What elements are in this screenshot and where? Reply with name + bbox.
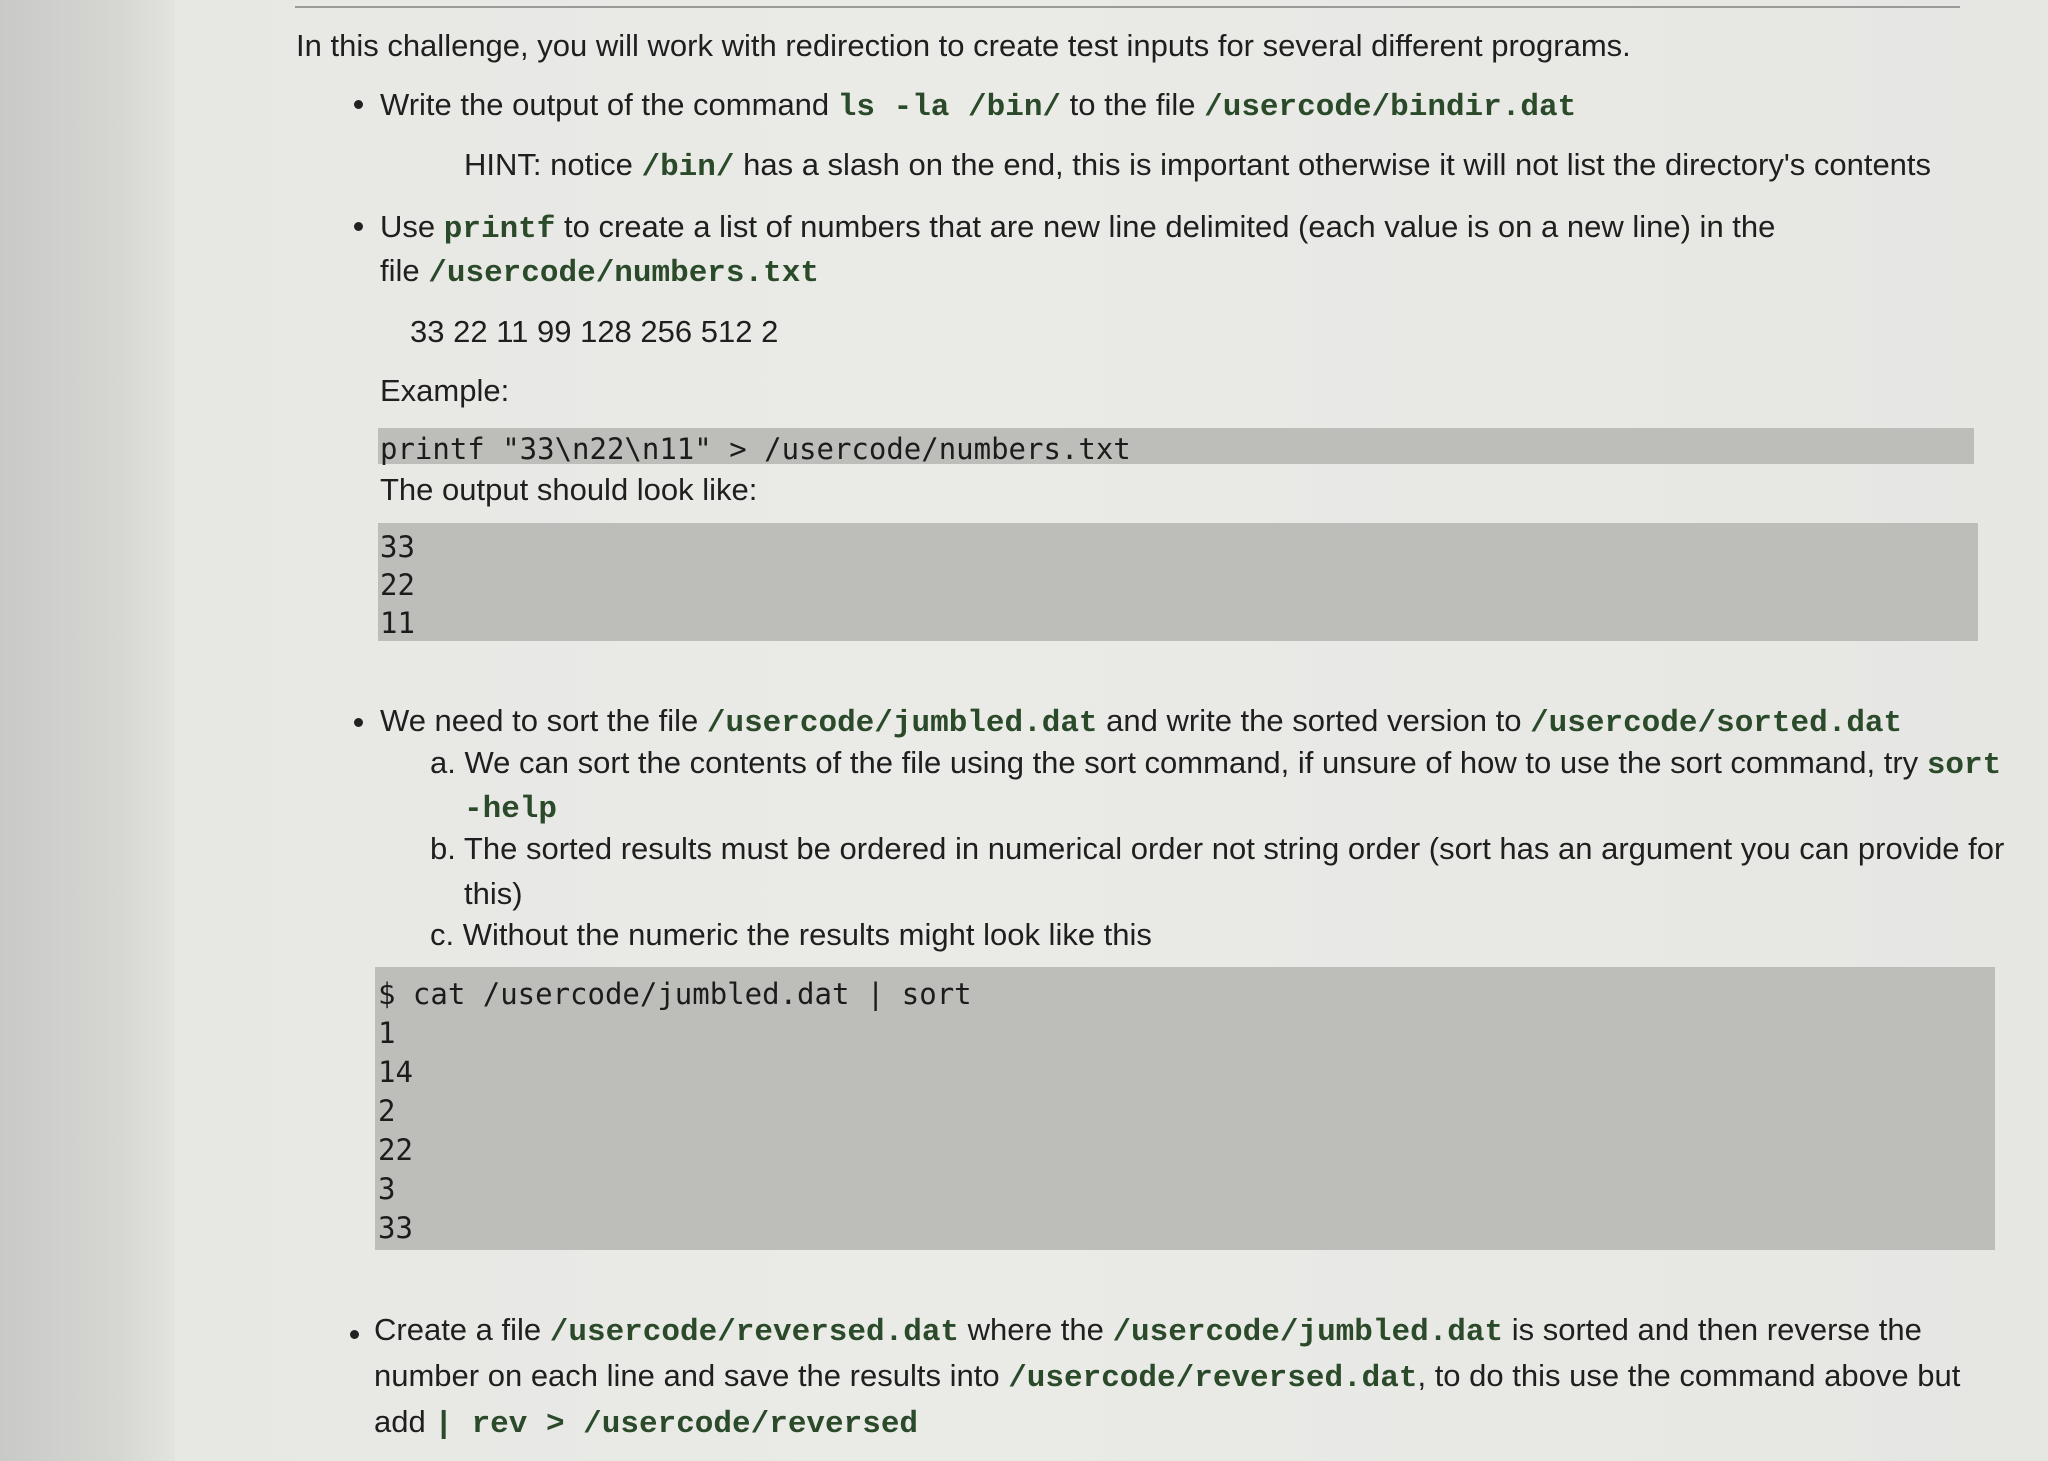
item-b [430,830,2004,868]
bullet-4-mid: where the [967,1312,1104,1347]
bullet-4-file-reversed-2: /usercode/reversed.dat [1008,1361,1418,1396]
bullet-4-pre: Create a file [374,1312,542,1347]
item-a-code-sort: sort [1926,748,2002,783]
item-c-marker: c. [430,917,455,952]
bullet-1-text [380,86,1576,127]
bullet-3-file-sorted: /usercode/sorted.dat [1530,706,1903,741]
bullet-4-line2-post: , to do this use the command above but [1417,1358,1961,1393]
bullet-3-file-jumbled: /usercode/jumbled.dat [706,706,1098,741]
bullet-4-file-jumbled: /usercode/jumbled.dat [1112,1315,1504,1350]
bullet-2-marker [354,222,363,231]
example-code: printf "33\n22\n11" > /usercode/numbers.txt [380,432,1131,466]
output-line-2: 22 [380,568,415,602]
bullet-1-file: /usercode/bindir.dat [1204,90,1577,125]
terminal-line-1: 1 [378,1016,396,1050]
bullet-1-marker [354,100,363,109]
bullet-2-command: printf [443,212,556,247]
bullet-1-command: ls -la /bin/ [837,90,1062,125]
output-line-1: 33 [380,530,415,564]
output-block [378,523,1978,641]
bullet-3-marker [354,718,363,727]
item-a-marker: a. [430,745,456,780]
terminal-line-2: 14 [378,1055,413,1089]
bullet-4-text [374,1311,1922,1352]
hint-code: /bin/ [641,150,735,185]
bullet-4-code: | rev > /usercode/reversed [434,1407,919,1442]
item-b-marker: b. [430,831,456,866]
output-label: The output should look like: [380,472,758,507]
bullet-2-file: /usercode/numbers.txt [428,256,819,291]
bullet-4-marker [350,1330,359,1339]
hint-pre: HINT: notice [464,147,633,182]
bullet-2-text [380,208,1775,249]
bullet-4-line2 [374,1357,1960,1398]
bullet-4-line3-pre: add [374,1404,426,1439]
bullet-2-line2-pre: file [380,253,420,288]
hint-text [464,146,1931,187]
example-label: Example: [380,373,510,408]
bullet-2-line2 [380,252,819,293]
bullet-1-pre: Write the output of the command [380,87,830,122]
terminal-line-5: 3 [378,1172,396,1206]
bullet-2-post: to create a list of numbers that are new line delimited (each value is on a new line) in the [564,209,1776,244]
terminal-line-6: 33 [378,1211,413,1245]
terminal-line-4: 22 [378,1133,413,1167]
numbers-list: 33 22 11 99 128 256 512 2 [410,314,779,349]
item-a [430,744,2001,785]
bullet-4-file-reversed: /usercode/reversed.dat [549,1315,960,1350]
item-a-text: We can sort the contents of the file using the sort command, if unsure of how to use the sort command, try [464,745,1919,780]
terminal-command: $ cat /usercode/jumbled.dat | sort [378,977,972,1011]
terminal-line-3: 2 [378,1094,396,1128]
bullet-2-pre: Use [380,209,436,244]
top-divider [295,6,1960,8]
bullet-3-text [380,702,1902,743]
item-b-text-cont: this) [464,876,523,911]
bullet-4-line3 [374,1403,918,1444]
bullet-1-mid: to the file [1069,87,1196,122]
item-a-code-help: -help [464,792,558,827]
item-b-text: The sorted results must be ordered in numerical order not string order (sort has an argument you can provide for [463,831,2005,866]
output-line-3: 11 [380,606,415,640]
hint-post: has a slash on the end, this is important otherwise it will not list the directory's contents [743,147,1932,182]
item-c [430,916,1152,954]
bullet-3-pre: We need to sort the file [380,703,699,738]
bullet-4-line2-pre: number on each line and save the results into [374,1358,1000,1393]
intro-text: In this challenge, you will work with redirection to create test inputs for several different programs. [296,28,1631,63]
bullet-4-post: is sorted and then reverse the [1511,1312,1922,1347]
bullet-3-mid: and write the sorted version to [1106,703,1522,738]
item-c-text: Without the numeric the results might look like this [462,917,1152,952]
